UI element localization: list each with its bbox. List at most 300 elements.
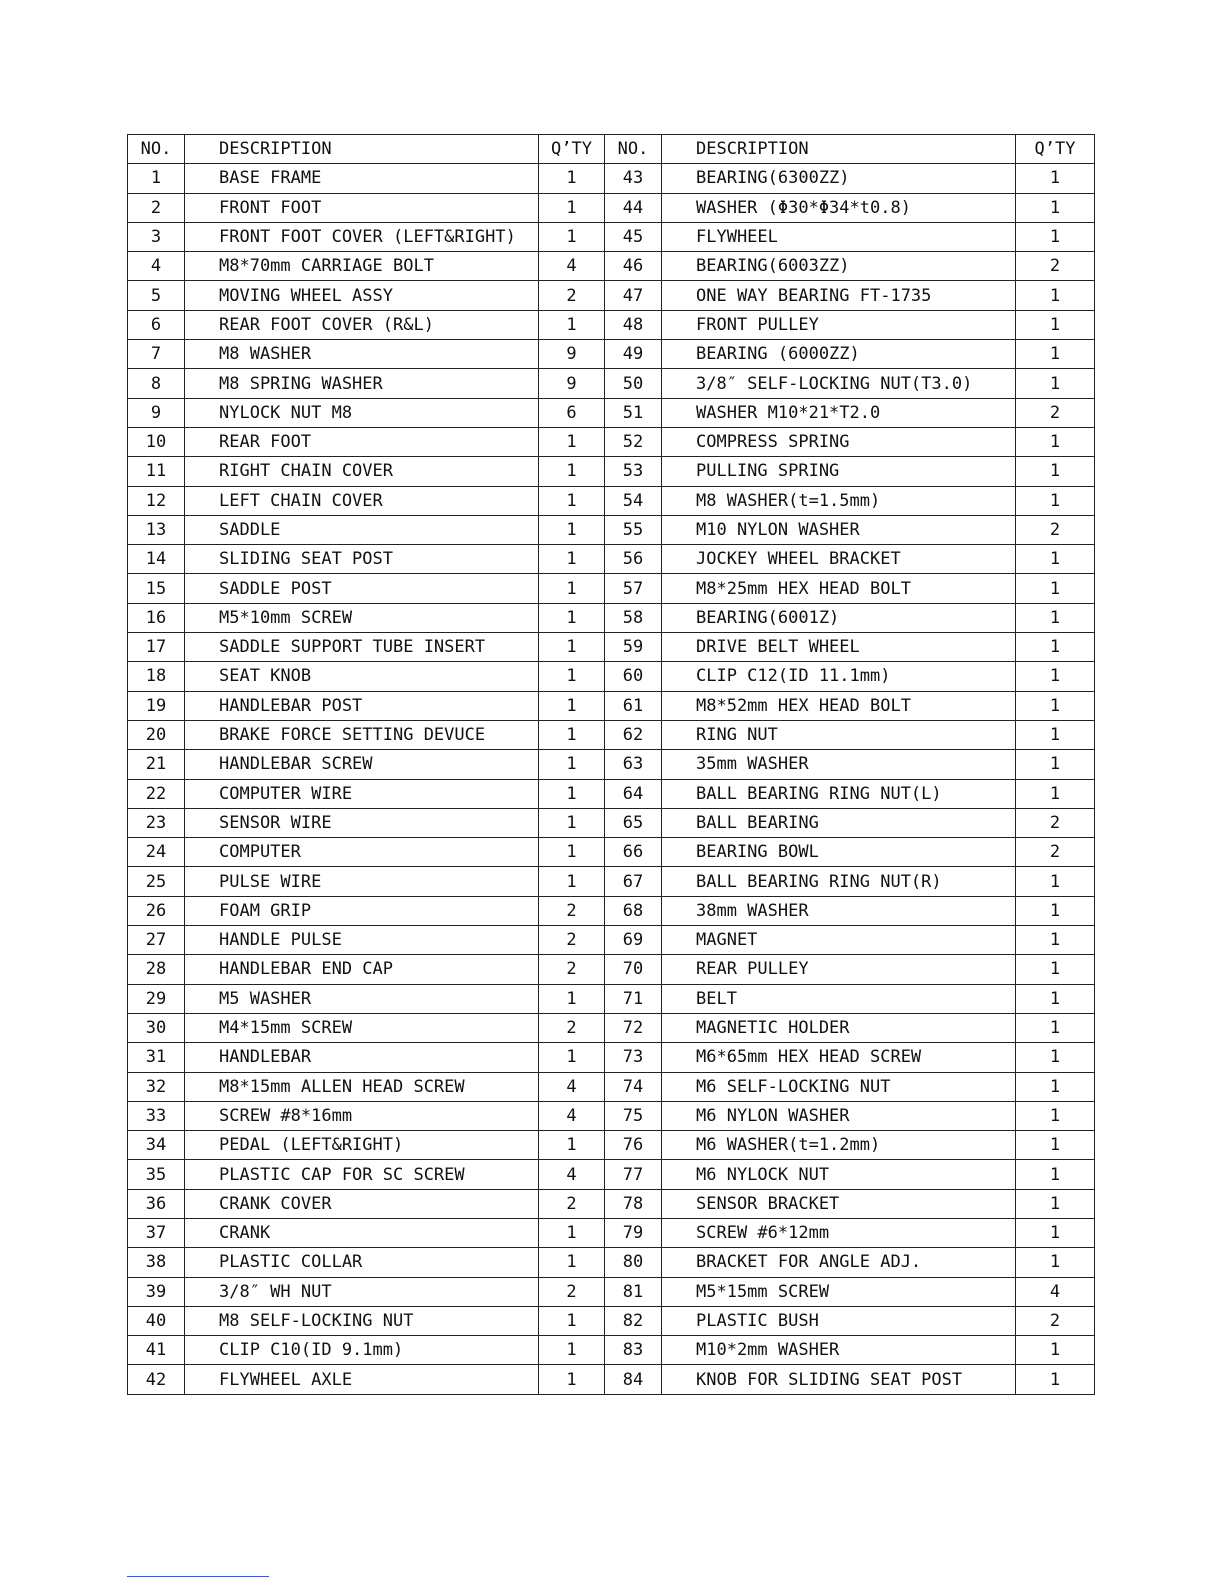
right-part-qty: 1 [1016,1218,1095,1247]
left-part-qty: 9 [539,369,605,398]
left-part-description: MOVING WHEEL ASSY [185,281,539,310]
right-part-no: 53 [605,457,662,486]
left-part-no: 27 [128,926,185,955]
table-row [128,955,1095,984]
right-part-description: BELT [662,984,1016,1013]
table-row [128,984,1095,1013]
left-part-qty: 2 [539,955,605,984]
right-part-description: WASHER M10*21*T2.0 [662,398,1016,427]
left-part-no: 31 [128,1043,185,1072]
left-part-description: M8 WASHER [185,340,539,369]
table-row [128,398,1095,427]
table-row [128,1101,1095,1130]
left-part-description: SADDLE POST [185,574,539,603]
left-part-description: HANDLEBAR END CAP [185,955,539,984]
table-row [128,1131,1095,1160]
table-row [128,1277,1095,1306]
left-part-description: HANDLEBAR SCREW [185,750,539,779]
right-part-description: WASHER (Φ30*Φ34*t0.8) [662,193,1016,222]
right-part-no: 64 [605,779,662,808]
left-part-qty: 1 [539,164,605,193]
left-part-no: 28 [128,955,185,984]
table-row [128,1189,1095,1218]
right-part-description: M8 WASHER(t=1.5mm) [662,486,1016,515]
left-part-description: PLASTIC COLLAR [185,1248,539,1277]
table-row [128,633,1095,662]
right-part-no: 43 [605,164,662,193]
right-part-no: 54 [605,486,662,515]
right-part-no: 71 [605,984,662,1013]
right-part-no: 69 [605,926,662,955]
parts-list-body [128,135,1095,1395]
left-part-no: 39 [128,1277,185,1306]
right-part-qty: 1 [1016,1248,1095,1277]
left-part-no: 16 [128,603,185,632]
right-part-qty: 1 [1016,310,1095,339]
table-row [128,427,1095,456]
right-part-description: ONE WAY BEARING FT-1735 [662,281,1016,310]
table-row [128,340,1095,369]
right-part-qty: 1 [1016,1101,1095,1130]
right-part-no: 47 [605,281,662,310]
table-row [128,222,1095,251]
table-row [128,720,1095,749]
left-part-no: 1 [128,164,185,193]
left-part-no: 2 [128,193,185,222]
right-part-qty: 1 [1016,427,1095,456]
left-part-description: PEDAL (LEFT&RIGHT) [185,1131,539,1160]
right-part-no: 46 [605,252,662,281]
table-row [128,808,1095,837]
right-part-description: SENSOR BRACKET [662,1189,1016,1218]
left-part-qty: 1 [539,515,605,544]
right-part-qty: 2 [1016,398,1095,427]
header-description-left: DESCRIPTION [185,135,539,164]
right-part-qty: 1 [1016,1160,1095,1189]
left-part-no: 4 [128,252,185,281]
left-part-qty: 1 [539,1248,605,1277]
right-part-no: 65 [605,808,662,837]
right-part-qty: 1 [1016,779,1095,808]
left-part-no: 18 [128,662,185,691]
left-part-no: 32 [128,1072,185,1101]
left-part-no: 26 [128,896,185,925]
right-part-description: M6*65mm HEX HEAD SCREW [662,1043,1016,1072]
left-part-qty: 1 [539,662,605,691]
table-row [128,369,1095,398]
left-part-qty: 6 [539,398,605,427]
right-part-qty: 1 [1016,193,1095,222]
table-row [128,252,1095,281]
right-part-no: 44 [605,193,662,222]
left-part-qty: 1 [539,633,605,662]
left-part-no: 8 [128,369,185,398]
right-part-no: 66 [605,838,662,867]
left-part-qty: 1 [539,779,605,808]
right-part-description: M6 NYLOCK NUT [662,1160,1016,1189]
left-part-description: SADDLE [185,515,539,544]
left-part-no: 30 [128,1013,185,1042]
right-part-description: BALL BEARING RING NUT(L) [662,779,1016,808]
left-part-description: M8 SPRING WASHER [185,369,539,398]
left-part-qty: 1 [539,1365,605,1394]
right-part-no: 75 [605,1101,662,1130]
right-part-no: 76 [605,1131,662,1160]
table-row [128,281,1095,310]
table-row [128,1248,1095,1277]
left-part-description: REAR FOOT [185,427,539,456]
left-part-qty: 4 [539,252,605,281]
header-description-right: DESCRIPTION [662,135,1016,164]
left-part-description: BRAKE FORCE SETTING DEVUCE [185,720,539,749]
left-part-qty: 1 [539,720,605,749]
left-part-no: 5 [128,281,185,310]
header-no-left: NO. [128,135,185,164]
left-part-qty: 1 [539,1043,605,1072]
right-part-no: 60 [605,662,662,691]
right-part-qty: 1 [1016,164,1095,193]
right-part-qty: 1 [1016,926,1095,955]
left-part-qty: 2 [539,896,605,925]
left-part-no: 11 [128,457,185,486]
right-part-qty: 1 [1016,574,1095,603]
left-part-qty: 1 [539,486,605,515]
left-part-no: 22 [128,779,185,808]
left-part-description: SCREW #8*16mm [185,1101,539,1130]
left-part-qty: 1 [539,984,605,1013]
table-row [128,691,1095,720]
left-part-description: M8 SELF-LOCKING NUT [185,1306,539,1335]
left-part-description: CLIP C10(ID 9.1mm) [185,1336,539,1365]
table-row [128,1072,1095,1101]
right-part-description: M8*25mm HEX HEAD BOLT [662,574,1016,603]
right-part-description: BALL BEARING [662,808,1016,837]
left-part-no: 21 [128,750,185,779]
right-part-qty: 4 [1016,1277,1095,1306]
left-part-no: 42 [128,1365,185,1394]
left-part-no: 34 [128,1131,185,1160]
header-no-right: NO. [605,135,662,164]
left-part-description: FRONT FOOT COVER (LEFT&RIGHT) [185,222,539,251]
left-part-no: 7 [128,340,185,369]
right-part-description: BALL BEARING RING NUT(R) [662,867,1016,896]
left-part-description: SADDLE SUPPORT TUBE INSERT [185,633,539,662]
left-part-description: M4*15mm SCREW [185,1013,539,1042]
left-part-description: CRANK COVER [185,1189,539,1218]
right-part-qty: 1 [1016,1043,1095,1072]
left-part-no: 23 [128,808,185,837]
right-part-no: 48 [605,310,662,339]
left-part-no: 15 [128,574,185,603]
right-part-description: PULLING SPRING [662,457,1016,486]
table-row [128,486,1095,515]
right-part-description: FRONT PULLEY [662,310,1016,339]
right-part-no: 81 [605,1277,662,1306]
right-part-description: M8*52mm HEX HEAD BOLT [662,691,1016,720]
right-part-qty: 1 [1016,984,1095,1013]
left-part-qty: 4 [539,1101,605,1130]
header-row [128,135,1095,164]
right-part-qty: 1 [1016,222,1095,251]
right-part-description: M6 WASHER(t=1.2mm) [662,1131,1016,1160]
right-part-qty: 1 [1016,486,1095,515]
table-row [128,662,1095,691]
left-part-qty: 1 [539,603,605,632]
table-row [128,193,1095,222]
left-part-description: M8*15mm ALLEN HEAD SCREW [185,1072,539,1101]
left-part-description: FOAM GRIP [185,896,539,925]
right-part-description: JOCKEY WHEEL BRACKET [662,545,1016,574]
right-part-description: M10*2mm WASHER [662,1336,1016,1365]
table-row [128,457,1095,486]
left-part-description: FRONT FOOT [185,193,539,222]
left-part-no: 3 [128,222,185,251]
table-row [128,1043,1095,1072]
right-part-no: 61 [605,691,662,720]
left-part-qty: 1 [539,1306,605,1335]
right-part-qty: 2 [1016,808,1095,837]
right-part-qty: 1 [1016,633,1095,662]
left-part-description: M5 WASHER [185,984,539,1013]
left-part-description: RIGHT CHAIN COVER [185,457,539,486]
right-part-no: 62 [605,720,662,749]
left-part-description: REAR FOOT COVER (R&L) [185,310,539,339]
right-part-no: 83 [605,1336,662,1365]
left-part-qty: 2 [539,281,605,310]
left-part-no: 35 [128,1160,185,1189]
right-part-qty: 1 [1016,955,1095,984]
left-part-description: HANDLE PULSE [185,926,539,955]
left-part-no: 9 [128,398,185,427]
left-part-description: COMPUTER WIRE [185,779,539,808]
right-part-description: DRIVE BELT WHEEL [662,633,1016,662]
right-part-no: 52 [605,427,662,456]
table-row [128,310,1095,339]
left-part-no: 12 [128,486,185,515]
right-part-qty: 1 [1016,1189,1095,1218]
left-part-description: HANDLEBAR POST [185,691,539,720]
right-part-no: 74 [605,1072,662,1101]
table-row [128,779,1095,808]
table-row [128,1218,1095,1247]
right-part-description: BEARING BOWL [662,838,1016,867]
right-part-no: 70 [605,955,662,984]
right-part-qty: 2 [1016,515,1095,544]
right-part-description: COMPRESS SPRING [662,427,1016,456]
left-part-no: 38 [128,1248,185,1277]
left-part-no: 6 [128,310,185,339]
right-part-no: 56 [605,545,662,574]
left-part-no: 20 [128,720,185,749]
left-part-qty: 4 [539,1160,605,1189]
right-part-no: 49 [605,340,662,369]
table-row [128,1160,1095,1189]
right-part-qty: 1 [1016,457,1095,486]
right-part-qty: 1 [1016,750,1095,779]
left-part-no: 25 [128,867,185,896]
table-row [128,164,1095,193]
right-part-qty: 1 [1016,340,1095,369]
left-part-qty: 1 [539,193,605,222]
left-part-description: SENSOR WIRE [185,808,539,837]
right-part-no: 57 [605,574,662,603]
left-part-qty: 1 [539,1336,605,1365]
left-part-no: 19 [128,691,185,720]
left-part-qty: 1 [539,457,605,486]
left-part-no: 10 [128,427,185,456]
right-part-qty: 1 [1016,545,1095,574]
right-part-qty: 1 [1016,1131,1095,1160]
table-row [128,1365,1095,1394]
table-row [128,1336,1095,1365]
left-part-qty: 1 [539,691,605,720]
right-part-qty: 2 [1016,838,1095,867]
left-part-description: M5*10mm SCREW [185,603,539,632]
right-part-no: 51 [605,398,662,427]
left-part-description: SEAT KNOB [185,662,539,691]
right-part-description: BRACKET FOR ANGLE ADJ. [662,1248,1016,1277]
left-part-no: 37 [128,1218,185,1247]
right-part-qty: 1 [1016,691,1095,720]
left-part-description: M8*70mm CARRIAGE BOLT [185,252,539,281]
left-part-description: PLASTIC CAP FOR SC SCREW [185,1160,539,1189]
right-part-no: 78 [605,1189,662,1218]
right-part-no: 68 [605,896,662,925]
right-part-qty: 2 [1016,1306,1095,1335]
left-part-qty: 1 [539,750,605,779]
right-part-qty: 1 [1016,1336,1095,1365]
right-part-description: BEARING(6001Z) [662,603,1016,632]
left-part-no: 14 [128,545,185,574]
left-part-qty: 1 [539,574,605,603]
table-row [128,515,1095,544]
right-part-no: 73 [605,1043,662,1072]
table-row [128,1013,1095,1042]
right-part-no: 80 [605,1248,662,1277]
left-part-qty: 1 [539,1131,605,1160]
left-part-qty: 2 [539,1013,605,1042]
left-part-qty: 1 [539,838,605,867]
right-part-description: 35mm WASHER [662,750,1016,779]
right-part-qty: 1 [1016,662,1095,691]
left-part-qty: 2 [539,1189,605,1218]
right-part-no: 63 [605,750,662,779]
right-part-no: 50 [605,369,662,398]
right-part-qty: 1 [1016,281,1095,310]
table-row [128,896,1095,925]
left-part-no: 13 [128,515,185,544]
left-part-no: 33 [128,1101,185,1130]
table-row [128,750,1095,779]
right-part-description: KNOB FOR SLIDING SEAT POST [662,1365,1016,1394]
right-part-qty: 2 [1016,252,1095,281]
left-part-description: 3/8″ WH NUT [185,1277,539,1306]
right-part-no: 82 [605,1306,662,1335]
left-part-qty: 1 [539,310,605,339]
header-qty-left: Q’TY [539,135,605,164]
right-part-description: M6 SELF-LOCKING NUT [662,1072,1016,1101]
right-part-no: 55 [605,515,662,544]
left-part-no: 36 [128,1189,185,1218]
right-part-no: 79 [605,1218,662,1247]
left-part-qty: 9 [539,340,605,369]
table-row [128,603,1095,632]
right-part-no: 72 [605,1013,662,1042]
right-part-no: 59 [605,633,662,662]
right-part-description: BEARING (6000ZZ) [662,340,1016,369]
right-part-description: BEARING(6003ZZ) [662,252,1016,281]
left-part-description: NYLOCK NUT M8 [185,398,539,427]
left-part-description: LEFT CHAIN COVER [185,486,539,515]
right-part-description: MAGNET [662,926,1016,955]
right-part-qty: 1 [1016,1013,1095,1042]
right-part-description: REAR PULLEY [662,955,1016,984]
left-part-description: HANDLEBAR [185,1043,539,1072]
footer-rule [127,1576,269,1577]
left-part-qty: 1 [539,808,605,837]
left-part-description: BASE FRAME [185,164,539,193]
right-part-qty: 1 [1016,369,1095,398]
right-part-description: RING NUT [662,720,1016,749]
right-part-qty: 1 [1016,720,1095,749]
right-part-description: SCREW #6*12mm [662,1218,1016,1247]
right-part-description: 3/8″ SELF-LOCKING NUT(T3.0) [662,369,1016,398]
left-part-qty: 1 [539,545,605,574]
table-row [128,574,1095,603]
left-part-description: FLYWHEEL AXLE [185,1365,539,1394]
right-part-description: FLYWHEEL [662,222,1016,251]
right-part-no: 84 [605,1365,662,1394]
right-part-description: MAGNETIC HOLDER [662,1013,1016,1042]
right-part-description: BEARING(6300ZZ) [662,164,1016,193]
left-part-qty: 1 [539,222,605,251]
left-part-description: SLIDING SEAT POST [185,545,539,574]
table-row [128,867,1095,896]
left-part-description: COMPUTER [185,838,539,867]
left-part-description: CRANK [185,1218,539,1247]
table-row [128,926,1095,955]
right-part-qty: 1 [1016,1365,1095,1394]
left-part-qty: 2 [539,926,605,955]
right-part-description: PLASTIC BUSH [662,1306,1016,1335]
right-part-qty: 1 [1016,867,1095,896]
header-qty-right: Q’TY [1016,135,1095,164]
left-part-no: 17 [128,633,185,662]
left-part-no: 29 [128,984,185,1013]
right-part-description: CLIP C12(ID 11.1mm) [662,662,1016,691]
left-part-qty: 1 [539,1218,605,1247]
right-part-qty: 1 [1016,896,1095,925]
left-part-no: 41 [128,1336,185,1365]
left-part-qty: 4 [539,1072,605,1101]
table-row [128,838,1095,867]
right-part-description: 38mm WASHER [662,896,1016,925]
right-part-qty: 1 [1016,603,1095,632]
left-part-no: 40 [128,1306,185,1335]
left-part-qty: 1 [539,867,605,896]
right-part-qty: 1 [1016,1072,1095,1101]
table-row [128,545,1095,574]
left-part-qty: 2 [539,1277,605,1306]
left-part-no: 24 [128,838,185,867]
left-part-qty: 1 [539,427,605,456]
right-part-no: 67 [605,867,662,896]
right-part-description: M6 NYLON WASHER [662,1101,1016,1130]
right-part-no: 77 [605,1160,662,1189]
right-part-description: M10 NYLON WASHER [662,515,1016,544]
right-part-no: 45 [605,222,662,251]
right-part-no: 58 [605,603,662,632]
